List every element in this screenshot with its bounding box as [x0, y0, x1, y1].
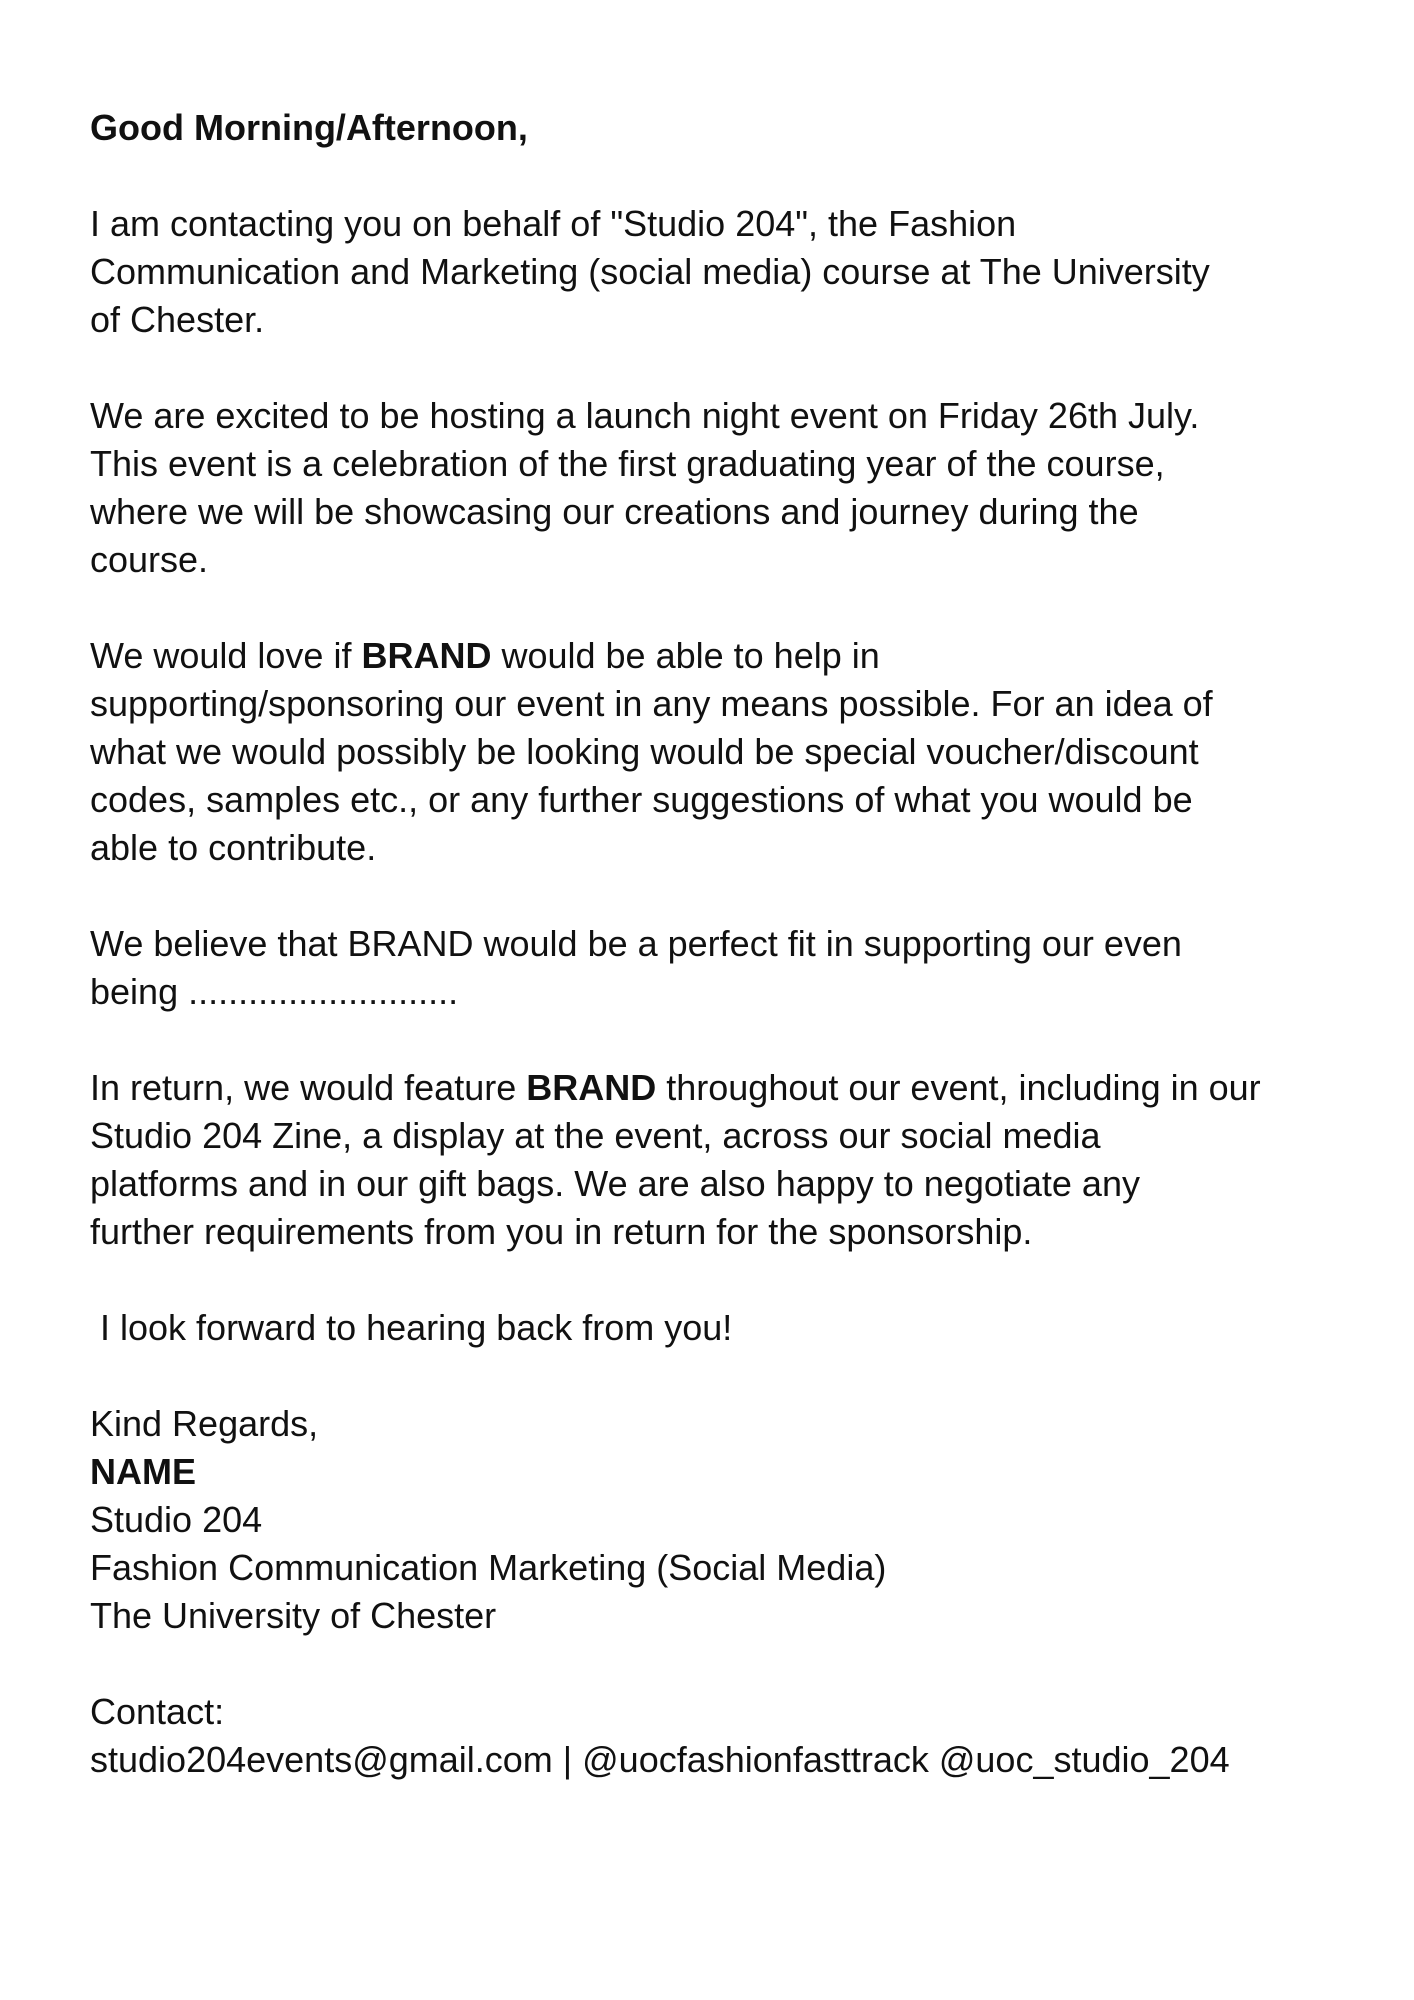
paragraph-line: We believe that BRAND would be a perfect fit in supporting our even — [90, 923, 1182, 964]
instagram-handle-link[interactable]: @uoc_studio_204 — [928, 1739, 1230, 1780]
brand-placeholder: BRAND — [526, 1067, 657, 1108]
line-text: would be able to help in — [491, 635, 880, 676]
university-name: The University of Chester — [90, 1595, 497, 1636]
paragraph-return — [90, 1064, 1350, 1256]
kind-regards: Kind Regards, — [90, 1403, 319, 1444]
paragraph-line: We are excited to be hosting a launch night event on Friday 26th July. — [90, 395, 1200, 436]
paragraph-line: able to contribute. — [90, 827, 377, 868]
line-text: We would love if — [90, 635, 362, 676]
studio-name: Studio 204 — [90, 1499, 263, 1540]
paragraph-request — [90, 632, 1350, 872]
paragraph-line: codes, samples etc., or any further suggestions of what you would be — [90, 779, 1193, 820]
closing-line — [90, 1304, 1350, 1352]
paragraph-line: platforms and in our gift bags. We are also happy to negotiate any — [90, 1163, 1140, 1204]
paragraph-line: Studio 204 Zine, a display at the event, across our social media — [90, 1115, 1101, 1156]
paragraph-line — [90, 632, 1350, 680]
signature-block — [90, 1400, 1350, 1640]
contact-separator: | — [552, 1739, 583, 1780]
paragraph-line: I am contacting you on behalf of "Studio 204", the Fashion — [90, 203, 1017, 244]
contact-block — [90, 1688, 1350, 1784]
paragraph-line: of Chester. — [90, 299, 265, 340]
closing-text: I look forward to hearing back from you! — [90, 1307, 733, 1348]
paragraph-line: being ........................... — [90, 971, 459, 1012]
paragraph-introduction — [90, 200, 1350, 344]
email-link[interactable]: studio204events@gmail.com — [90, 1739, 553, 1780]
paragraph-line: what we would possibly be looking would be special voucher/discount — [90, 731, 1199, 772]
line-text: throughout our event, including in our — [656, 1067, 1261, 1108]
sender-name: NAME — [90, 1451, 196, 1492]
paragraph-line: supporting/sponsoring our event in any means possible. For an idea of — [90, 683, 1213, 724]
paragraph-event — [90, 392, 1350, 584]
instagram-handle-link[interactable]: @uocfashionfasttrack — [582, 1739, 929, 1780]
contact-line — [90, 1736, 1350, 1784]
paragraph-line: Communication and Marketing (social media) course at The University — [90, 251, 1210, 292]
letter — [90, 104, 1350, 1784]
paragraph-line: This event is a celebration of the first graduating year of the course, — [90, 443, 1165, 484]
paragraph-line — [90, 1064, 1350, 1112]
brand-placeholder: BRAND — [361, 635, 492, 676]
paragraph-fit — [90, 920, 1350, 1016]
greeting: Good Morning/Afternoon, — [90, 107, 528, 148]
contact-label: Contact: — [90, 1691, 225, 1732]
paragraph-line: course. — [90, 539, 209, 580]
paragraph-line: where we will be showcasing our creations and journey during the — [90, 491, 1139, 532]
paragraph-line: further requirements from you in return for the sponsorship. — [90, 1211, 1033, 1252]
line-text: In return, we would feature — [90, 1067, 527, 1108]
course-name: Fashion Communication Marketing (Social Media) — [90, 1547, 887, 1588]
